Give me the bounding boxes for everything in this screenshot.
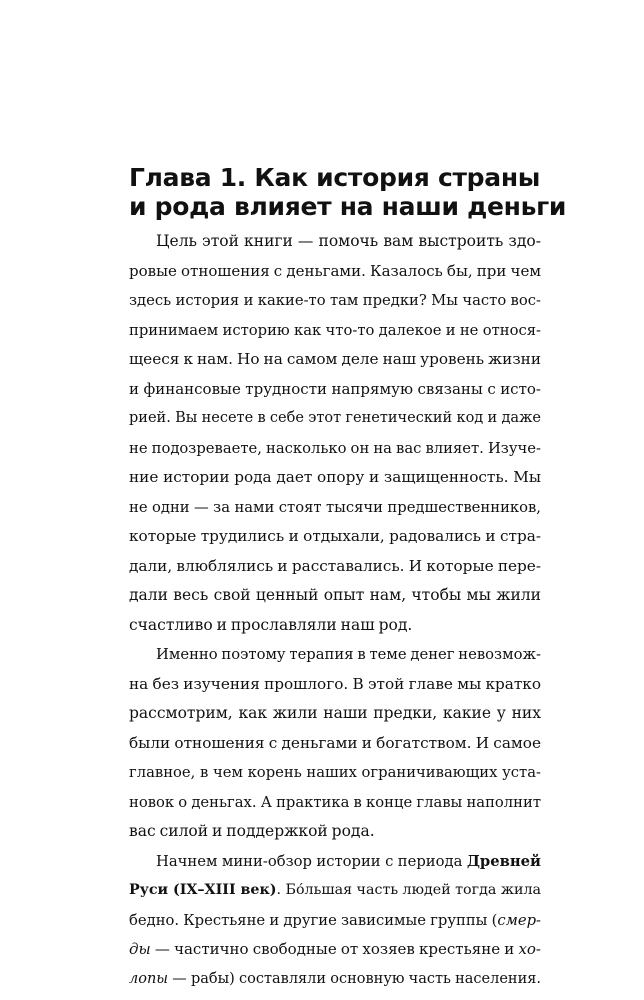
text-line: счастливо и прославляли наш род. [129, 615, 413, 634]
italic-term: хо- [518, 940, 541, 958]
text-line: были отношения с деньгами и богатством. И самое [129, 733, 541, 752]
chapter-title-line-1: Глава 1. Как история страны [129, 163, 541, 192]
text-run: Начнем мини-обзор истории с периода [156, 852, 467, 870]
bold-term: Древней [466, 852, 541, 870]
text-run: бедно. Крестьяне и другие зависимые группы ( [129, 911, 498, 929]
text-run: . Бо́льшая часть людей тогда жила [276, 882, 541, 898]
text-line: рией. Вы несете в себе этот генетический код и даже [129, 410, 541, 426]
text-line [129, 935, 541, 965]
text-line: дали весь свой ценный опыт нам, чтобы мы жили [129, 586, 541, 604]
text-line: дали, влюблялись и расставались. И которые пере- [129, 556, 541, 575]
text-line: ние истории рода дает опору и защищенность. Мы [129, 468, 541, 486]
chapter-body [129, 227, 541, 994]
text-line: Цель этой книги — помочь вам выстроить здо- [156, 232, 541, 250]
paragraph-3 [129, 847, 541, 995]
text-line: и финансовые трудности напрямую связаны с исто- [129, 379, 541, 398]
text-line: новок о деньгах. А практика в конце главы наполнит [129, 793, 541, 811]
text-line: щееся к нам. Но на самом деле наш уровень жизни [129, 350, 541, 368]
text-line [129, 965, 541, 995]
text-line: вас силой и поддержкой рода. [129, 822, 375, 840]
italic-term: смер- [497, 911, 541, 929]
bold-term: Руси (IX–XIII век) [129, 882, 277, 898]
text-line: принимаем историю как что-то далекое и не относя- [129, 321, 541, 339]
text-run: — частично свободные от хозяев крестьяне и [150, 940, 519, 958]
paragraph-2 [129, 640, 541, 847]
text-line [129, 906, 541, 936]
text-line: на без изучения прошлого. В этой главе мы кратко [129, 674, 541, 693]
chapter-title [129, 163, 569, 221]
text-line: не подозреваете, насколько он на вас влияет. Изуче- [129, 439, 541, 457]
text-line: ровые отношения с деньгами. Казалось бы, при чем [129, 261, 541, 280]
text-line: здесь история и какие-то там предки? Мы часто вос- [129, 292, 541, 309]
italic-term: ды [129, 940, 151, 958]
italic-term: лопы [129, 970, 169, 987]
text-line [129, 847, 541, 877]
text-line: рассмотрим, как жили наши предки, какие у них [129, 704, 541, 722]
paragraph-1 [129, 227, 541, 640]
text-line: Именно поэтому терапия в теме денег невозмож- [156, 646, 541, 663]
text-line: главное, в чем корень наших ограничивающих уста- [129, 764, 541, 781]
text-run: — рабы) составляли основную часть населения. [168, 970, 541, 987]
chapter-title-line-2: и рода влияет на наши деньги [129, 192, 567, 221]
text-line [129, 876, 541, 906]
text-line: не одни — за нами стоят тысячи предшественников, [129, 498, 541, 516]
text-line: которые трудились и отдыхали, радовались и стра- [129, 527, 541, 545]
